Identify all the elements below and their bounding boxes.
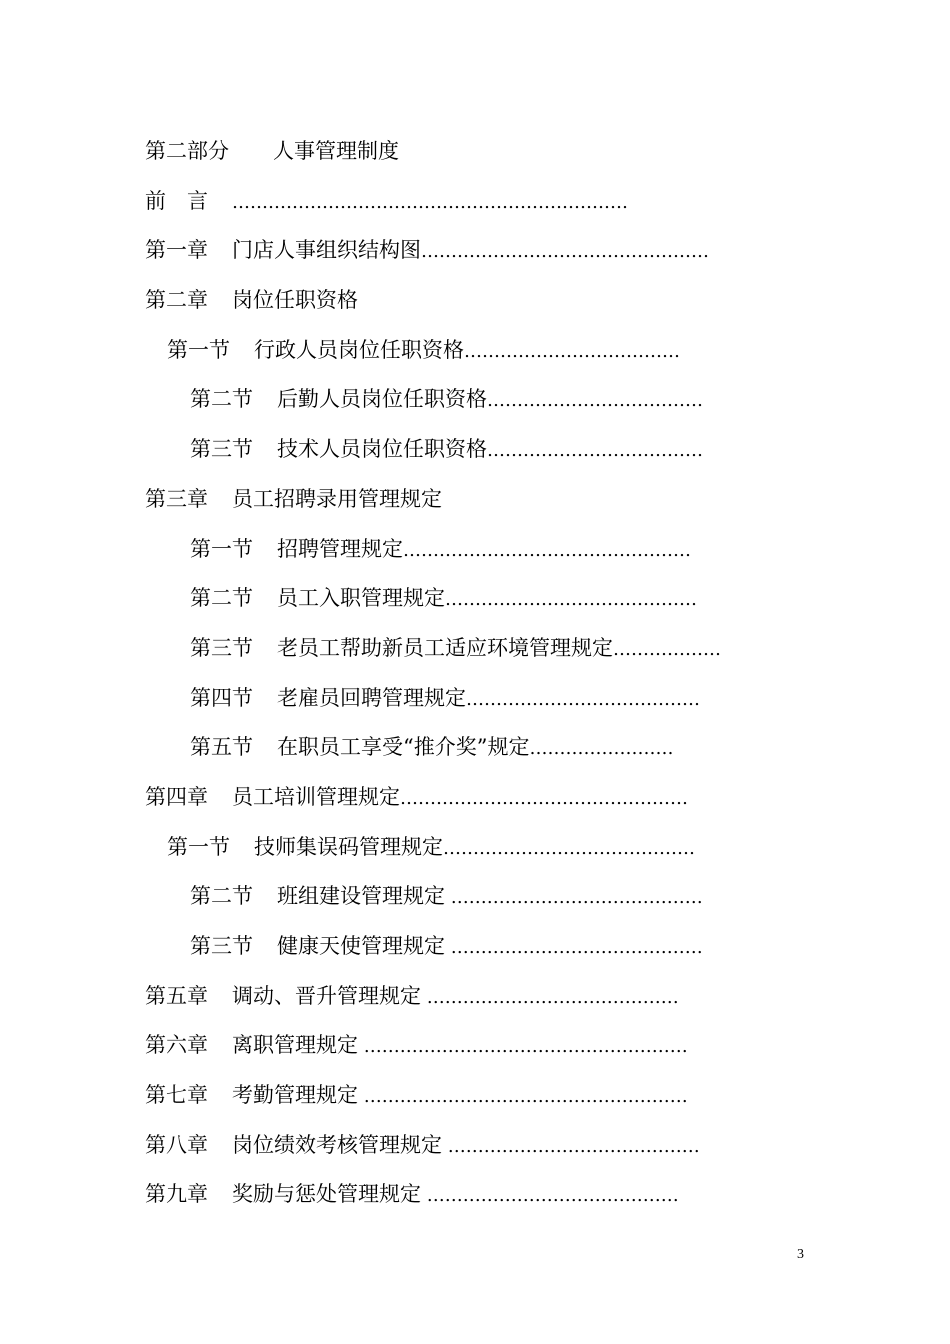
toc-entry bbox=[145, 928, 785, 978]
toc-entry bbox=[145, 978, 785, 1028]
toc-entry-number: 第七章 bbox=[145, 1083, 208, 1108]
toc-entry-number: 第三节 bbox=[190, 635, 253, 660]
toc-entry-leader: ………………………………………… bbox=[400, 787, 688, 809]
toc-entry-leader: ……………………………………………… bbox=[358, 1086, 688, 1108]
toc-entry-leader: ……………………………… bbox=[464, 340, 680, 362]
toc-entry-title: 人事管理制度 bbox=[273, 139, 399, 163]
toc-entry-number: 第八章 bbox=[145, 1132, 208, 1157]
toc-entry-number: 第一节 bbox=[167, 337, 230, 362]
toc-entry-title: 员工入职管理规定 bbox=[277, 586, 445, 611]
toc-entry-number: 第二节 bbox=[190, 387, 253, 412]
toc-entry-title: 健康天使管理规定 bbox=[277, 934, 445, 958]
toc-entry bbox=[145, 381, 785, 431]
toc-entry-leader: ……………………………………………… bbox=[358, 1036, 688, 1058]
toc-entry-leader: …………………………………… bbox=[445, 887, 703, 909]
toc-entry-leader: …………………………………… bbox=[421, 986, 679, 1008]
toc-entry-number: 第三节 bbox=[190, 934, 253, 958]
toc-entry-title: 行政人员岗位任职资格 bbox=[254, 337, 464, 362]
toc-entry-leader: ………………………………………… bbox=[421, 241, 709, 263]
toc-entry-number: 第五节 bbox=[190, 735, 253, 760]
toc-entry bbox=[145, 1176, 785, 1226]
toc-entry-title: 后勤人员岗位任职资格 bbox=[277, 387, 487, 412]
toc-entry-leader: …………………………………… bbox=[421, 1185, 679, 1207]
toc-entry bbox=[145, 829, 785, 879]
toc-entry bbox=[145, 680, 785, 730]
toc-entry-title: 门店人事组织结构图 bbox=[232, 238, 421, 263]
toc-entry-leader: ……………… bbox=[613, 638, 721, 660]
toc-entry-leader: …………………………………… bbox=[442, 1135, 700, 1157]
toc-entry-title: 考勤管理规定 bbox=[232, 1083, 358, 1108]
toc-entry bbox=[145, 282, 785, 332]
toc-entry-leader: ………………………………………… bbox=[403, 539, 691, 561]
toc-entry bbox=[145, 431, 785, 481]
toc-entry-number: 第六章 bbox=[145, 1033, 208, 1058]
toc-entry-leader: ……………………………… bbox=[487, 440, 703, 462]
toc-entry-leader: ……………………………… bbox=[487, 390, 703, 412]
toc-entry-leader: …………………………………… bbox=[443, 837, 695, 859]
toc-entry-leader: ………………………………………………………… bbox=[232, 191, 628, 213]
toc-entry-title: 员工招聘录用管理规定 bbox=[232, 486, 442, 511]
toc-entry-number: 第二章 bbox=[145, 288, 208, 313]
toc-entry-title: 技术人员岗位任职资格 bbox=[277, 437, 487, 462]
toc-entry-title: 调动、晋升管理规定 bbox=[232, 983, 421, 1008]
toc-entry-number: 前 言 bbox=[145, 188, 208, 213]
toc-entry bbox=[145, 779, 785, 829]
toc-entry bbox=[145, 580, 785, 630]
toc-entry-number: 第四章 bbox=[145, 784, 208, 809]
page-number: 3 bbox=[797, 1247, 804, 1262]
toc-entry bbox=[145, 531, 785, 581]
toc-entry-title: 岗位任职资格 bbox=[232, 288, 358, 313]
toc-entry bbox=[145, 332, 785, 382]
toc-entry-leader: …………………………………… bbox=[445, 937, 703, 958]
toc-entry-title: 班组建设管理规定 bbox=[277, 884, 445, 909]
toc-entry-title: 在职员工享受“推介奖”规定 bbox=[277, 735, 530, 760]
toc-entry bbox=[145, 630, 785, 680]
toc-entry-number: 第四节 bbox=[190, 685, 253, 710]
toc-entry-number: 第九章 bbox=[145, 1182, 208, 1207]
toc-entry bbox=[145, 729, 785, 779]
toc-entry-leader: ………………………………… bbox=[466, 688, 700, 710]
toc-entry-number: 第三节 bbox=[190, 437, 253, 462]
toc-entry-title: 员工培训管理规定 bbox=[232, 784, 400, 809]
toc-entry-number: 第五章 bbox=[145, 983, 208, 1008]
toc-entry-title: 岗位绩效考核管理规定 bbox=[232, 1132, 442, 1157]
toc-entry-title: 老雇员回聘管理规定 bbox=[277, 685, 466, 710]
toc-entry-number: 第二节 bbox=[190, 586, 253, 611]
table-of-contents bbox=[145, 133, 785, 1226]
toc-entry bbox=[145, 878, 785, 928]
toc-entry bbox=[145, 183, 785, 233]
toc-entry-title: 技师集误码管理规定 bbox=[254, 834, 443, 859]
toc-entry bbox=[145, 1077, 785, 1127]
toc-entry-title: 招聘管理规定 bbox=[277, 536, 403, 561]
toc-entry-number: 第一节 bbox=[167, 834, 230, 859]
toc-entry-leader: …………………… bbox=[529, 738, 674, 760]
toc-entry-title: 离职管理规定 bbox=[232, 1033, 358, 1058]
toc-entry bbox=[145, 1027, 785, 1077]
toc-entry bbox=[145, 232, 785, 282]
toc-entry-title: 老员工帮助新员工适应环境管理规定 bbox=[277, 635, 613, 660]
toc-entry-leader: …………………………………… bbox=[445, 589, 697, 611]
toc-entry-number: 第一节 bbox=[190, 536, 253, 561]
toc-entry bbox=[145, 133, 785, 183]
toc-entry-number: 第二部分 bbox=[145, 139, 229, 163]
toc-entry-number: 第一章 bbox=[145, 238, 208, 263]
toc-entry-number: 第二节 bbox=[190, 884, 253, 909]
toc-entry-number: 第三章 bbox=[145, 486, 208, 511]
toc-entry-title: 奖励与惩处管理规定 bbox=[232, 1182, 421, 1207]
toc-entry bbox=[145, 481, 785, 531]
toc-entry bbox=[145, 1127, 785, 1177]
